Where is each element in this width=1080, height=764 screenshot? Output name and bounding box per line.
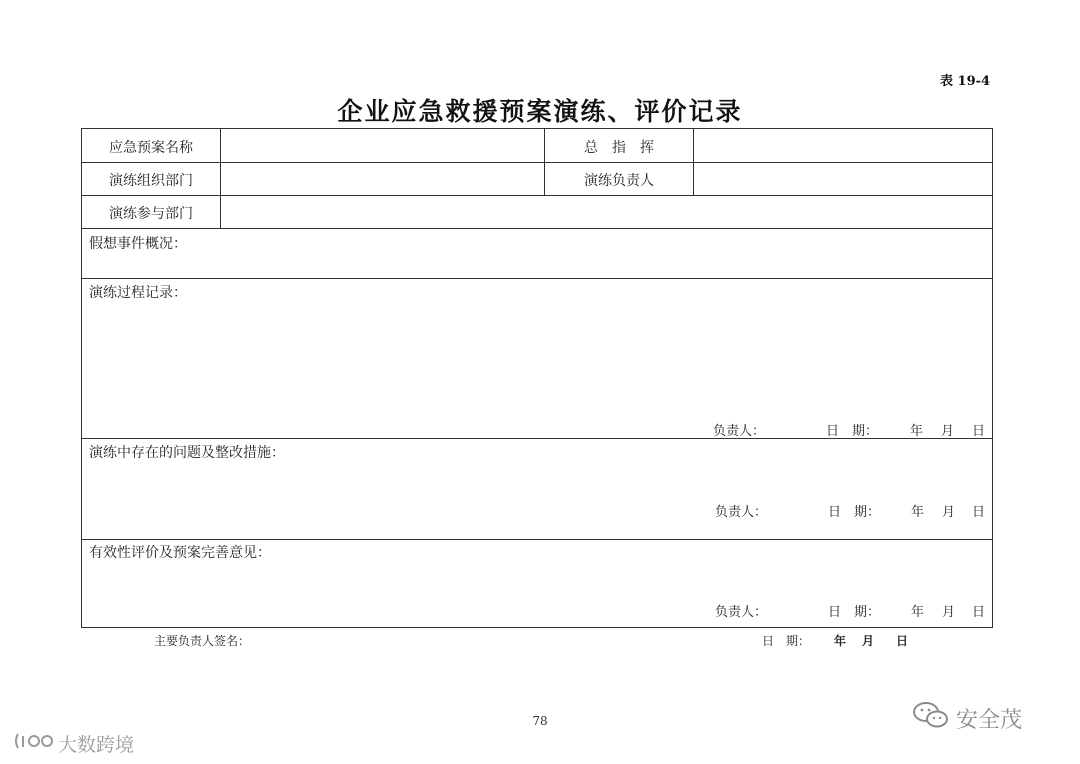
watermark-right [912,700,1022,736]
row-divider [82,228,992,229]
watermark-left [12,730,134,757]
day-label: 日 [972,605,986,620]
participant-dept-field[interactable] [221,196,992,227]
year-label: 年 [911,605,925,620]
date-label: 日 期： [826,424,879,439]
issues-field[interactable] [83,462,991,496]
month-label: 月 [942,605,956,620]
issues-label: 演练中存在的问题及整改措施： [89,445,285,461]
org-dept-field[interactable] [221,163,543,194]
wechat-icon [912,700,950,736]
responsible-label: 负责人： [713,424,766,439]
date-label: 日 期： [828,605,881,620]
process-field[interactable] [83,302,991,412]
evaluation-label: 有效性评价及预案完善意见： [89,545,271,561]
scenario-label: 假想事件概况： [89,236,187,252]
commander-label: 总 指 挥 [584,140,654,156]
footer-day-label: 日 [896,634,909,648]
footer-signature-row [0,632,1080,652]
drill-lead-label: 演练负责人 [584,173,654,189]
page-number: 78 [532,714,548,728]
date-label: 日 期： [828,505,881,520]
year-label: 年 [911,505,925,520]
page-title: 企业应急救援预案演练、评价记录 [337,97,743,126]
footer-year-label: 年 [834,634,847,648]
row-divider [82,539,992,540]
main-sign-label: 主要负责人签名： [154,634,251,648]
month-label: 月 [942,505,956,520]
watermark-left-text: 大数跨境 [58,734,135,756]
record-form [81,128,993,628]
watermark-right-text: 安全茂 [956,707,1023,733]
plan-name-label: 应急预案名称 [109,140,193,156]
plan-name-field[interactable] [221,130,543,161]
responsible-label: 负责人： [715,505,768,520]
participant-dept-label: 演练参与部门 [109,206,193,222]
drill-lead-field[interactable] [694,163,992,194]
evaluation-field[interactable] [83,562,991,596]
footer-month-label: 月 [862,634,875,648]
brand-logo-icon [12,730,56,757]
responsible-label: 负责人： [715,605,768,620]
commander-field[interactable] [694,130,992,161]
org-dept-label: 演练组织部门 [109,173,193,189]
footer-date-label: 日 期： [762,634,811,648]
row-divider [82,278,992,279]
month-label: 月 [941,424,955,439]
day-label: 日 [972,424,986,439]
table-number: 表 19-4 [940,74,991,89]
year-label: 年 [910,424,924,439]
scenario-field[interactable] [83,253,991,277]
day-label: 日 [972,505,986,520]
process-label: 演练过程记录： [89,285,187,301]
